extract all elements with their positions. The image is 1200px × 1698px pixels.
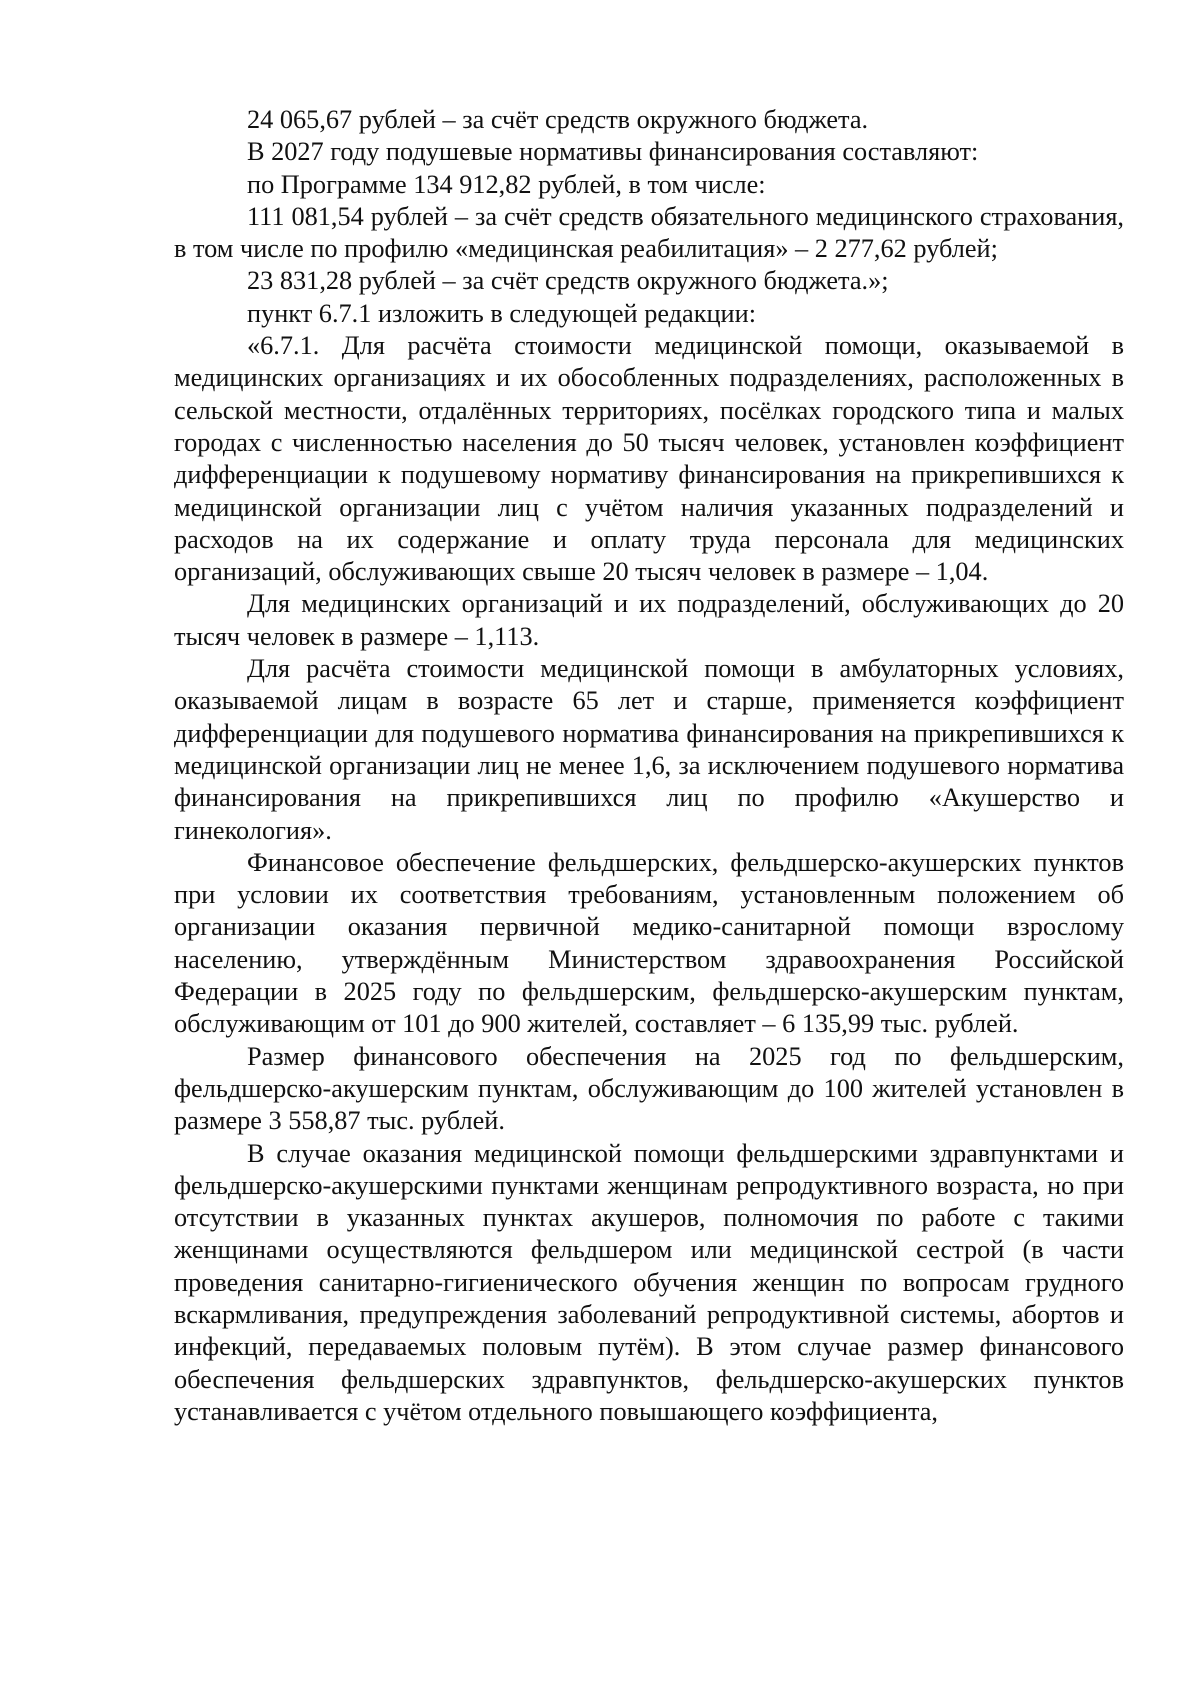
paragraph-under-20k: Для медицинских организаций и их подразделений, обслуживающих до 20 тысяч человек в размере – 1,113. <box>174 589 1124 651</box>
paragraph-2027-norms: В 2027 году подушевые нормативы финансирования составляют: <box>247 137 979 167</box>
document-body <box>174 104 1124 1428</box>
paragraph-6-7-1: «6.7.1. Для расчёта стоимости медицинской помощи, оказываемой в медицинских организациях и их обособленных подразделениях, расположенных в сельской местности, отдалённых территориях, посёлках городского типа и малых городах с численностью населения до 50 тысяч человек, установлен коэффициент дифференциации к подушевому нормативу финансирования на прикрепившихся к медицинской организации лиц с учётом наличия указанных подразделений и расходов на их содержание и оплату труда персонала для медицинских организаций, обслуживающих свыше 20 тысяч человек в размере – 1,04. <box>174 331 1124 587</box>
paragraph-fap-under-100: Размер финансового обеспечения на 2025 год по фельдшерским, фельдшерско-акушерским пунктам, обслуживающим до 100 жителей установлен в размере 3 558,87 тыс. рублей. <box>174 1041 1124 1136</box>
paragraph-oms-share: 111 081,54 рублей – за счёт средств обязательного медицинского страхования, в том числе по профилю «медицинская реабилитация» – 2 277,62 рублей; <box>174 201 1124 264</box>
paragraph-program-total: по Программе 134 912,82 рублей, в том числе: <box>247 169 766 199</box>
paragraph-okrug-budget-2027: 23 831,28 рублей – за счёт средств окружного бюджета.»; <box>247 266 889 296</box>
paragraph-reproductive-care: В случае оказания медицинской помощи фельдшерскими здравпунктами и фельдшерско-акушерскими пунктами женщинам репродуктивного возраста, но при отсутствии в указанных пунктах акушеров, полномочия по работе с такими женщинами осуществляются фельдшером или медицинской сестрой (в части проведения санитарно-гигиенического обучения женщин по вопросам грудного вскармливания, предупреждения заболеваний репродуктивной системы, абортов и инфекций, передаваемых половым путём). В этом случае размер финансового обеспечения фельдшерских здравпунктов, фельдшерско-акушерских пунктов устанавливается с учётом отдельного повышающего коэффициента, <box>174 1138 1124 1426</box>
paragraph-fap-financing: Финансовое обеспечение фельдшерских, фельдшерско-акушерских пунктов при условии их соответствия требованиям, установленным положением об организации оказания первичной медико-санитарной помощи взрослому населению, утверждённым Министерством здравоохранения Российской Федерации в 2025 году по фельдшерским, фельдшерско-акушерским пунктам, обслуживающим от 101 до 900 жителей, составляет – 6 135,99 тыс. рублей. <box>174 847 1124 1039</box>
paragraph-65-plus: Для расчёта стоимости медицинской помощи в амбулаторных условиях, оказываемой лицам в возрасте 65 лет и старше, применяется коэффициент дифференциации для подушевого норматива финансирования на прикрепившихся к медицинской организации лиц не менее 1,6, за исключением подушевого норматива финансирования на прикрепившихся лиц по профилю «Акушерство и гинекология». <box>174 654 1124 845</box>
paragraph-amendment-intro: пункт 6.7.1 изложить в следующей редакции: <box>247 298 757 328</box>
paragraph-okrug-budget-2026: 24 065,67 рублей – за счёт средств окружного бюджета. <box>247 105 869 134</box>
